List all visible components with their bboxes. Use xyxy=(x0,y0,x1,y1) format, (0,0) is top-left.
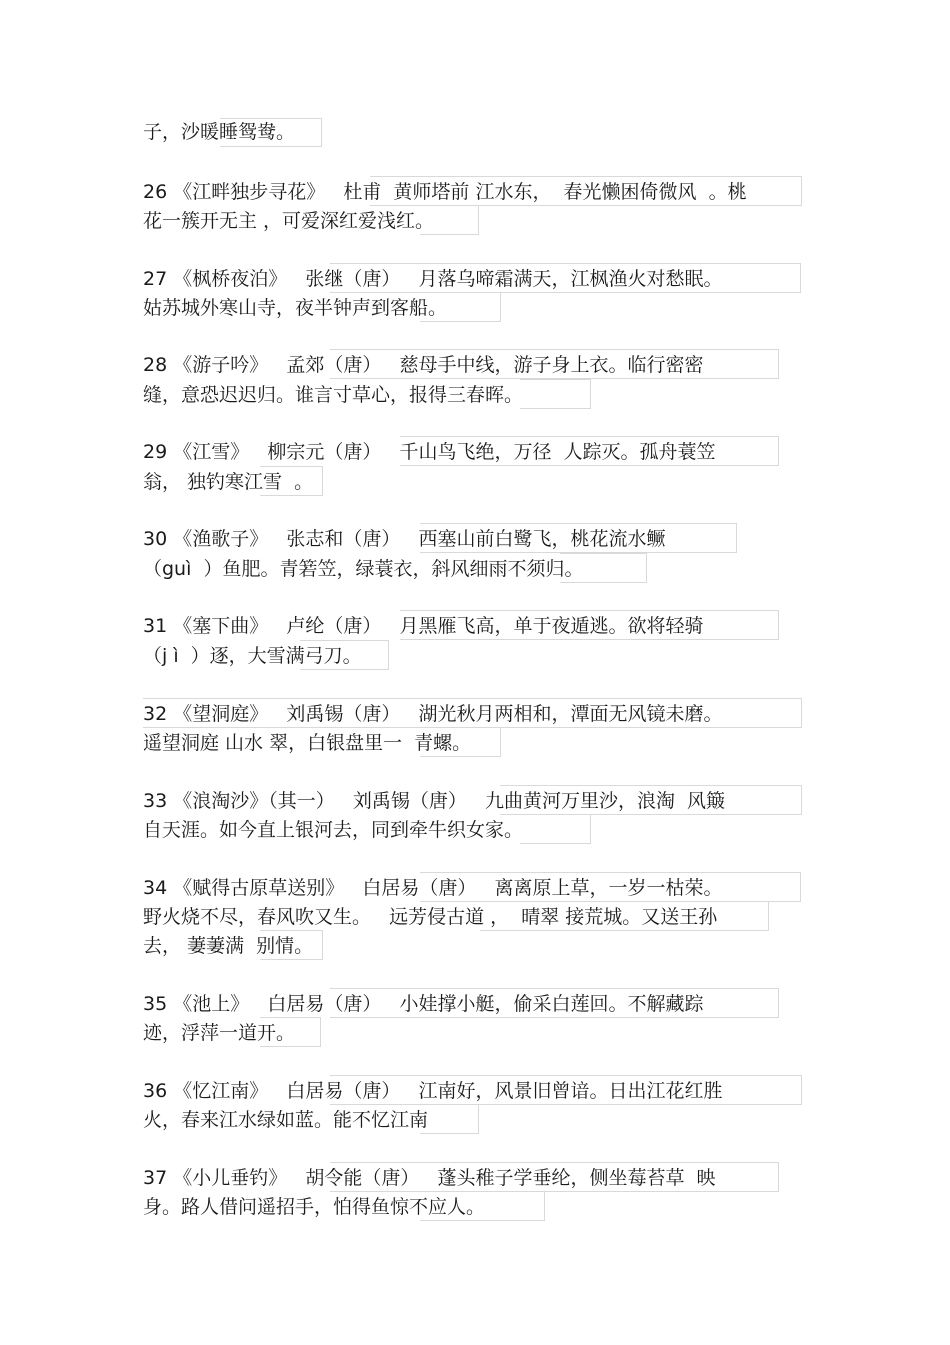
poem-line: 27 《枫桥夜泊》 张继（唐） 月落乌啼霜满天，江枫渔火对愁眠。 xyxy=(143,268,723,290)
poem-line: 缝，意恐迟迟归。谁言寸草心，报得三春晖。 xyxy=(143,384,524,406)
poem-line: 迹，浮萍一道开。 xyxy=(143,1022,296,1044)
poem-line: （guì ）鱼肥。青箬笠，绿蓑衣，斜风细雨不须归。 xyxy=(143,558,584,580)
text-frame xyxy=(520,379,591,409)
poem-line: 36 《忆江南》 白居易（唐） 江南好，风景旧曾谙。日出江花红胜 xyxy=(143,1080,723,1102)
poem-line: 32 《望洞庭》 刘禹锡（唐） 湖光秋月两相和，潭面无风镜未磨。 xyxy=(143,703,723,725)
poem-line: 翁， 独钓寒江雪 。 xyxy=(143,471,314,493)
poem-line: 去， 萋萋满 别情。 xyxy=(143,935,314,957)
poem-line: 28 《游子吟》 孟郊（唐） 慈母手中线，游子身上衣。临行密密 xyxy=(143,354,704,376)
poem-line: 26 《江畔独步寻花》 杜甫 黄师塔前 江水东， 春光懒困倚微风 。桃 xyxy=(143,181,747,203)
poem-line: 37 《小儿垂钓》 胡令能（唐） 蓬头稚子学垂纶，侧坐莓苔草 映 xyxy=(143,1167,716,1189)
text-frame xyxy=(520,814,591,844)
poem-line: 29 《江雪》 柳宗元（唐） 千山鸟飞绝，万径 人踪灭。孤舟蓑笠 xyxy=(143,441,716,463)
poem-line: 火，春来江水绿如蓝。能不忆江南 xyxy=(143,1109,429,1131)
poem-line: 姑苏城外寒山寺，夜半钟声到客船。 xyxy=(143,297,448,319)
poem-line: 遥望洞庭 山水 翠，白银盘里一 青螺。 xyxy=(143,732,472,754)
poem-line: （j ì ）逐，大雪满弓刀。 xyxy=(143,645,362,667)
poem-line: 30 《渔歌子》 张志和（唐） 西塞山前白鹭飞，桃花流水鳜 xyxy=(143,528,666,550)
poem-line: 花一簇开无主 ，可爱深红爱浅红。 xyxy=(143,210,435,232)
poem-line: 身。路人借问遥招手，怕得鱼惊不应人。 xyxy=(143,1196,486,1218)
poem-line: 野火烧不尽，春风吹又生。 远芳侵古道 ， 晴翠 接荒城。又送王孙 xyxy=(143,906,718,928)
poem-line: 31 《塞下曲》 卢纶（唐） 月黑雁飞高，单于夜遁逃。欲将轻骑 xyxy=(143,615,704,637)
poem-line: 自天涯。如今直上银河去，同到牵牛织女家。 xyxy=(143,819,524,841)
poem-line: 34 《赋得古原草送别》 白居易（唐） 离离原上草，一岁一枯荣。 xyxy=(143,877,723,899)
poem-line: 35 《池上》 白居易（唐） 小娃撑小艇，偷采白莲回。不解藏踪 xyxy=(143,993,704,1015)
poem-line: 33 《浪淘沙》（其一） 刘禹锡（唐） 九曲黄河万里沙，浪淘 风簸 xyxy=(143,790,726,812)
poem-line: 子，沙暖睡鸳鸯。 xyxy=(143,121,296,143)
